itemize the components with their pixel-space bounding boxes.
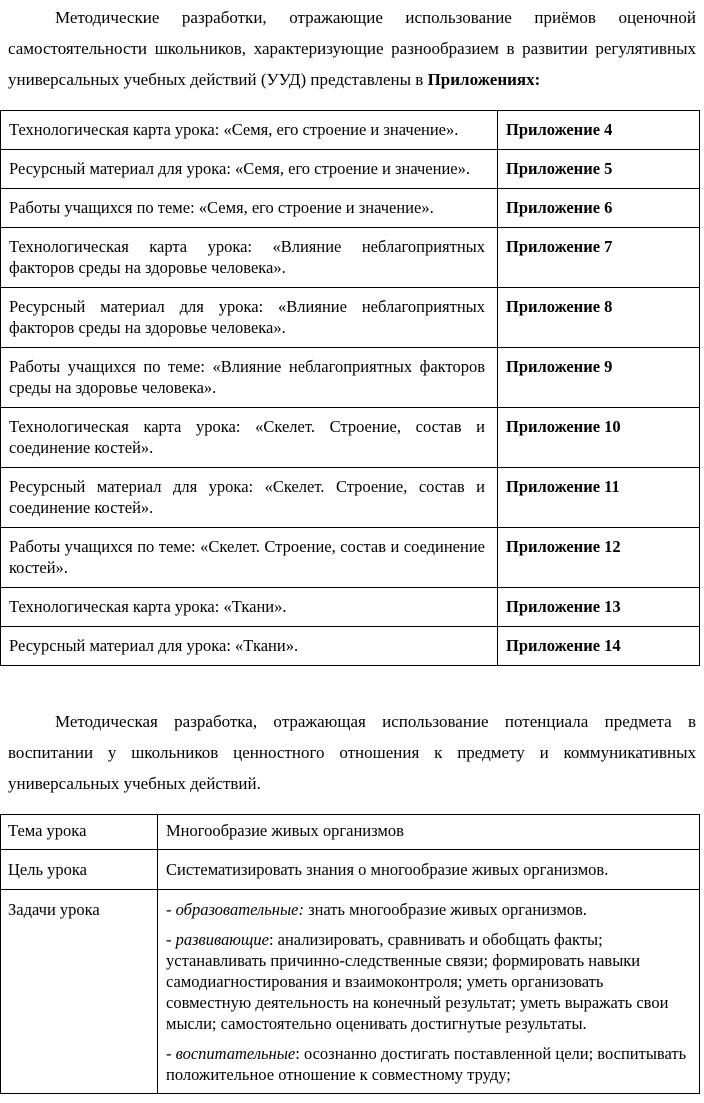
appendix-row — [1, 627, 700, 666]
appendix-row — [1, 189, 700, 228]
appendix-description: Работы учащихся по теме: «Семя, его строение и значение». — [1, 189, 498, 228]
appendix-description: Технологическая карта урока: «Влияние неблагоприятных факторов среды на здоровье человека». — [1, 228, 498, 288]
appendix-row — [1, 111, 700, 150]
intro-bold-appendices: Приложениях: — [427, 70, 541, 89]
appendix-description: Ресурсный материал для урока: «Семя, его строение и значение». — [1, 150, 498, 189]
appendix-label: Приложение 7 — [498, 228, 700, 288]
lesson-tasks-row — [1, 890, 700, 1094]
second-paragraph — [8, 706, 696, 799]
appendix-label: Приложение 12 — [498, 528, 700, 588]
task-kind: развивающие — [175, 930, 269, 949]
appendix-label: Приложение 13 — [498, 588, 700, 627]
lesson-goal-label: Цель урока — [1, 850, 158, 890]
appendix-description: Работы учащихся по теме: «Скелет. Строение, состав и соединение костей». — [1, 528, 498, 588]
lesson-tasks-label: Задачи урока — [1, 890, 158, 1094]
appendix-label: Приложение 6 — [498, 189, 700, 228]
lesson-task-item — [166, 899, 689, 920]
appendix-table — [0, 110, 700, 666]
appendix-description: Технологическая карта урока: «Скелет. Строение, состав и соединение костей». — [1, 408, 498, 468]
appendix-label: Приложение 10 — [498, 408, 700, 468]
appendix-description: Ресурсный материал для урока: «Скелет. Строение, состав и соединение костей». — [1, 468, 498, 528]
appendix-row — [1, 228, 700, 288]
appendix-description: Ресурсный материал для урока: «Ткани». — [1, 627, 498, 666]
task-kind: воспитательные — [175, 1044, 296, 1063]
appendix-label: Приложение 9 — [498, 348, 700, 408]
lesson-table — [0, 814, 700, 1094]
appendix-label: Приложение 4 — [498, 111, 700, 150]
lesson-goal-row — [1, 850, 700, 890]
appendix-row — [1, 150, 700, 189]
lesson-goal-value: Систематизировать знания о многообразие живых организмов. — [158, 850, 700, 890]
intro-paragraph — [8, 2, 696, 95]
lesson-task-item — [166, 929, 689, 1034]
lesson-topic-value: Многообразие живых организмов — [158, 815, 700, 850]
appendix-description: Технологическая карта урока: «Ткани». — [1, 588, 498, 627]
intro-text: Методические разработки, отражающие использование приёмов оценочной самостоятельности школьников, характеризующие разнообразием в развитии регулятивных универсальных учебных действий (УУД) представлены в — [8, 8, 696, 89]
task-kind: образовательные: — [175, 900, 304, 919]
appendix-row — [1, 588, 700, 627]
appendix-description: Ресурсный материал для урока: «Влияние неблагоприятных факторов среды на здоровье человека». — [1, 288, 498, 348]
task-text: : анализировать, сравнивать и обобщать факты; устанавливать причинно-следственные связи; формировать навыки самодиагностирования и взаимоконтроля; уметь организовать совместную деятельность на конечный результат; уметь выражать свои мысли; самостоятельно оценивать достигнутые результаты. — [166, 930, 669, 1033]
appendix-label: Приложение 8 — [498, 288, 700, 348]
task-dash: - — [166, 930, 176, 949]
appendix-row — [1, 468, 700, 528]
lesson-tasks-value — [158, 890, 700, 1094]
lesson-task-item — [166, 1043, 689, 1085]
lesson-topic-label: Тема урока — [1, 815, 158, 850]
task-dash: - — [166, 1044, 176, 1063]
lesson-topic-row — [1, 815, 700, 850]
task-text: знать многообразие живых организмов. — [303, 900, 587, 919]
appendix-row — [1, 348, 700, 408]
task-text: : осознанно достигать поставленной цели; воспитывать положительное отношение к совместному труду; — [166, 1044, 687, 1084]
appendix-label: Приложение 5 — [498, 150, 700, 189]
appendix-row — [1, 408, 700, 468]
appendix-description: Технологическая карта урока: «Семя, его строение и значение». — [1, 111, 498, 150]
task-dash: - — [166, 900, 176, 919]
appendix-description: Работы учащихся по теме: «Влияние неблагоприятных факторов среды на здоровье человека». — [1, 348, 498, 408]
appendix-label: Приложение 11 — [498, 468, 700, 528]
appendix-row — [1, 528, 700, 588]
appendix-row — [1, 288, 700, 348]
appendix-label: Приложение 14 — [498, 627, 700, 666]
second-paragraph-text: Методическая разработка, отражающая использование потенциала предмета в воспитании у школьников ценностного отношения к предмету и коммуникативных универсальных учебных действий. — [8, 712, 696, 793]
